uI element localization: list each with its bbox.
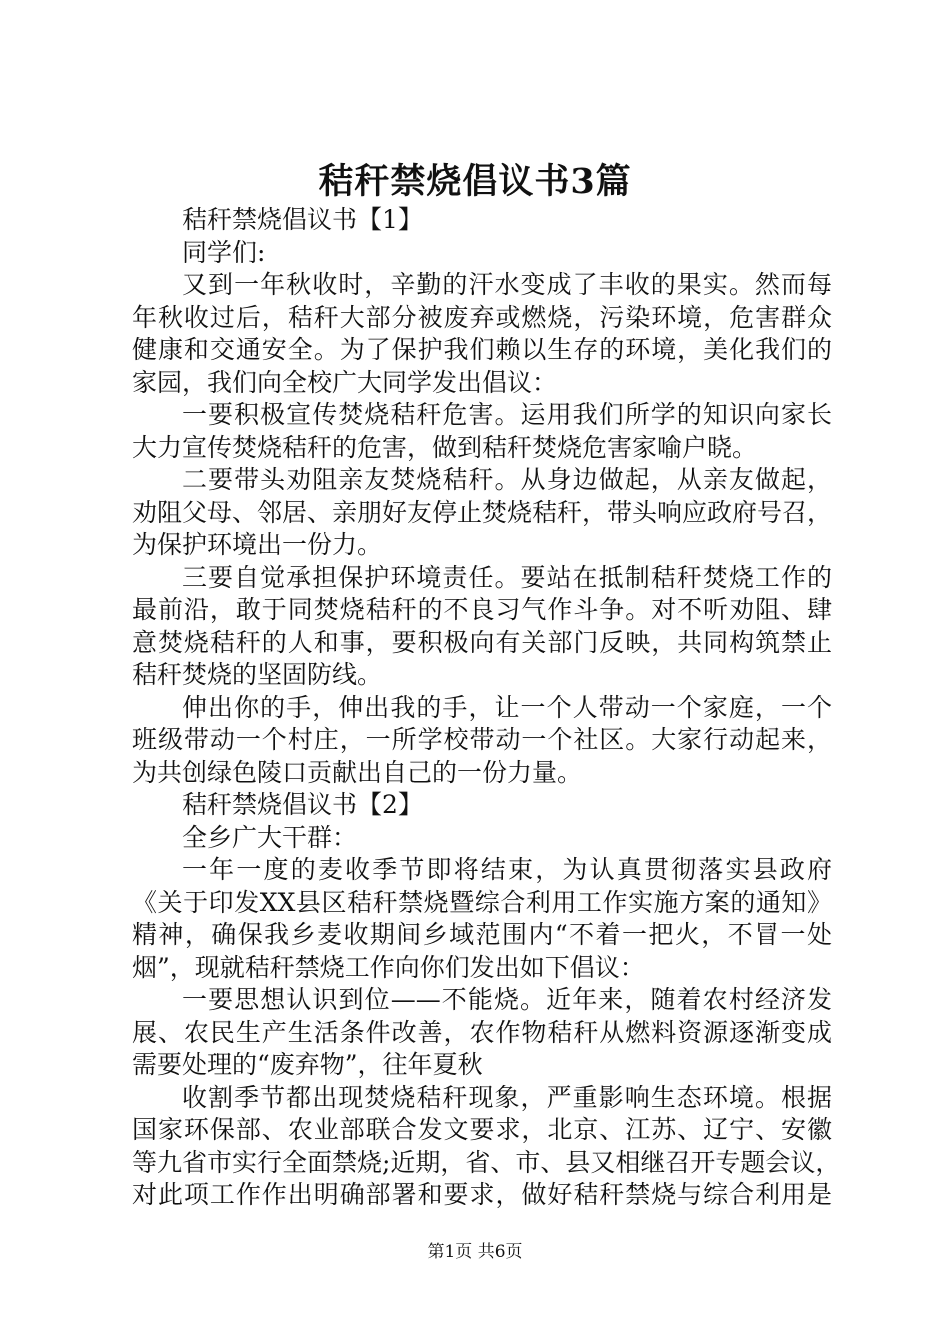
text-line: 伸出你的手，伸出我的手，让一个人带动一个家庭，一个	[182, 692, 832, 722]
text-line: 一年一度的麦收季节即将结束，为认真贯彻落实县政府	[182, 855, 832, 884]
text-line: 健康和交通安全。为了保护我们赖以生存的环境，美化我们的	[132, 335, 832, 364]
document-body	[132, 204, 841, 1212]
text-line: 秸秆禁烧倡议书【1】	[182, 205, 423, 234]
text-line: 需要处理的“废弃物”，往年夏秋	[132, 1050, 483, 1079]
text-line: 秸秆焚烧的坚固防线。	[132, 660, 383, 689]
text-line: 三要自觉承担保护环境责任。要站在抵制秸秆焚烧工作的	[182, 562, 832, 592]
text-line: 同学们:	[182, 237, 266, 267]
text-line: 全乡广大干群：	[182, 822, 358, 852]
text-line: 意焚烧秸秆的人和事，要积极向有关部门反映，共同构筑禁止	[132, 627, 832, 657]
text-line: 为保护环境出一份力。	[132, 530, 383, 559]
page-footer: 第1页 共6页	[427, 1242, 523, 1262]
text-line: 对此项工作作出明确部署和要求，做好秸秆禁烧与综合利用是	[132, 1180, 832, 1209]
text-line: 秸秆禁烧倡议书【2】	[182, 790, 423, 819]
text-line: 劝阻父母、邻居、亲朋好友停止焚烧秸秆，带头响应政府号召，	[132, 497, 833, 527]
text-line: 精神，确保我乡麦收期间乡域范围内“不着一把火，不冒一处	[132, 920, 832, 949]
text-line: 一要积极宣传焚烧秸秆危害。运用我们所学的知识向家长	[182, 400, 832, 429]
text-line: 烟”，现就秸秆禁烧工作向你们发出如下倡议：	[132, 952, 645, 982]
text-line: 二要带头劝阻亲友焚烧秸秆。从身边做起，从亲友做起，	[182, 465, 832, 494]
text-line: 展、农民生产生活条件改善，农作物秸秆从燃料资源逐渐变成	[132, 1017, 832, 1047]
text-line: 又到一年秋收时，辛勤的汗水变成了丰收的果实。然而每	[182, 270, 832, 299]
text-line: 一要思想认识到位——不能烧。近年来，随着农村经济发	[182, 985, 832, 1014]
text-line: 等九省市实行全面禁烧;近期，省、市、县又相继召开专题会议，	[132, 1147, 841, 1177]
text-line: 大力宣传焚烧秸秆的危害，做到秸秆焚烧危害家喻户晓。	[132, 432, 758, 462]
text-line: 收割季节都出现焚烧秸秆现象，严重影响生态环境。根据	[182, 1082, 832, 1112]
document-title: 秸秆禁烧倡议书3篇	[318, 161, 632, 202]
text-line: 班级带动一个村庄，一所学校带动一个社区。大家行动起来，	[132, 725, 832, 754]
text-line: 最前沿，敢于同焚烧秸秆的不良习气作斗争。对不听劝阻、肆	[132, 595, 832, 624]
text-line: 《关于印发XX县区秸秆禁烧暨综合利用工作实施方案的通知》	[132, 887, 832, 917]
text-line: 为共创绿色陵口贡献出自己的一份力量。	[132, 757, 583, 787]
text-line: 国家环保部、农业部联合发文要求，北京、江苏、辽宁、安徽	[132, 1115, 832, 1144]
text-line: 年秋收过后，秸秆大部分被废弃或燃烧，污染环境，危害群众	[132, 302, 832, 332]
text-line: 家园，我们向全校广大同学发出倡议：	[132, 367, 558, 397]
